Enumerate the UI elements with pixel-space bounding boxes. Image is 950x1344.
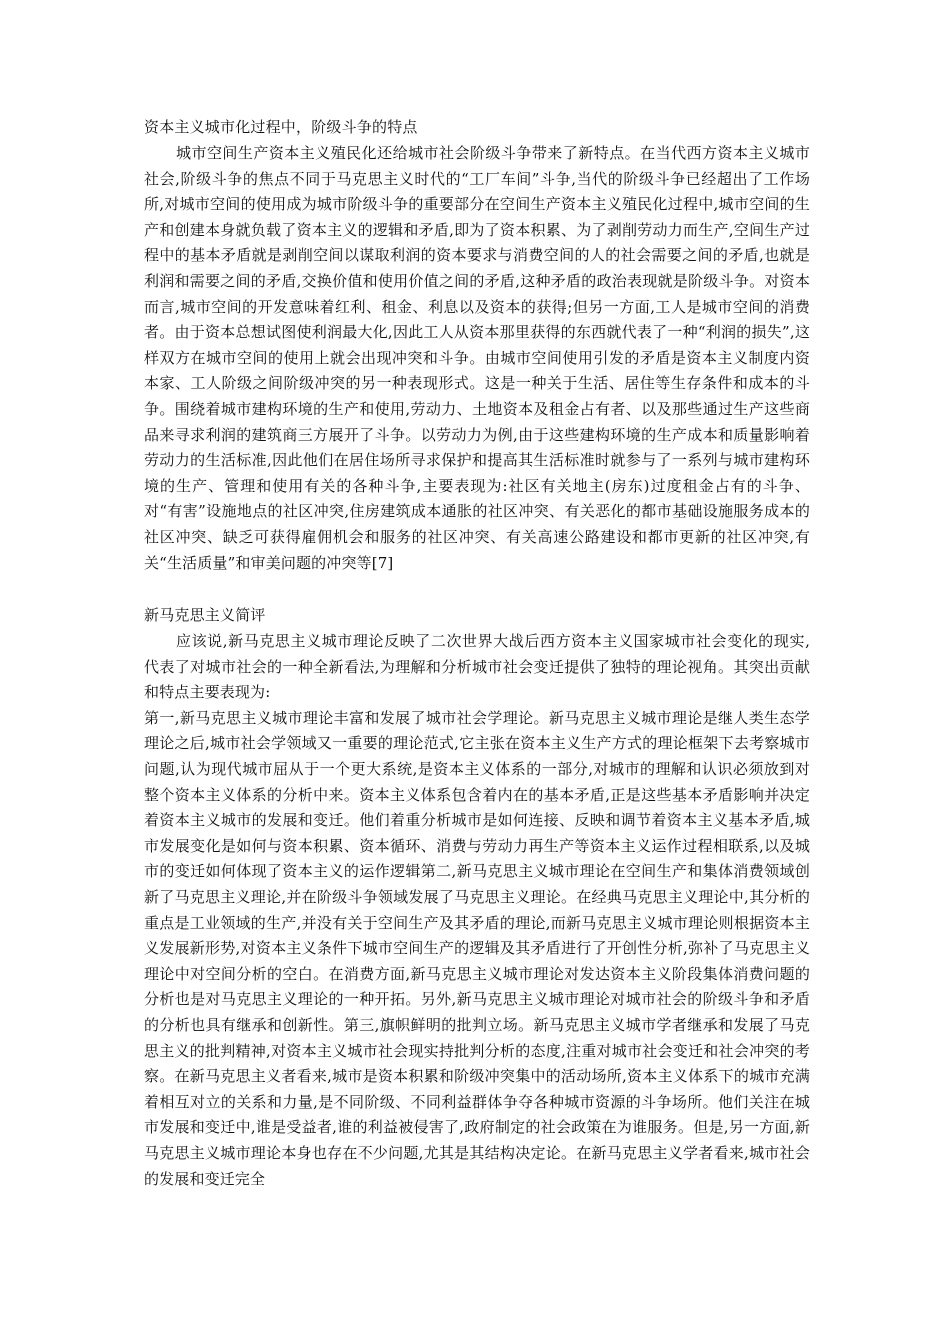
section-heading-class-struggle: 资本主义城市化过程中，阶级斗争的特点 (144, 118, 418, 136)
paragraph-neo-marxism-body: 第一,新马克思主义城市理论丰富和发展了城市社会学理论。新马克思主义城市理论是继人类生态学理论之后,城市社会学领域又一重要的理论范式,它主张在资本主义生产方式的理论框架下去考察城市问题,认为现代城市屈从于一个更大系统,是资本主义体系的一部分,对城市的理解和认识必须放到对整个资本主义体系的分析中来。资本主义体系包含着内在的基本矛盾,正是这些基本矛盾影响并决定着资本主义城市的发展和变迁。他们着重分析城市是如何连接、反映和调节着资本主义基本矛盾,城市发展变化是如何与资本积累、资本循环、消费与劳动力再生产等资本主义运作过程相联系,以及城市的变迁如何体现了资本主义的运作逻辑第二,新马克思主义城市理论在空间生产和集体消费领域创新了马克思主义理论,并在阶级斗争领域发展了马克思主义理论。在经典马克思主义理论中,其分析的重点是工业领域的生产,并没有关于空间生产及其矛盾的理论,而新马克思主义城市理论则根据资本主义发展新形势,对资本主义条件下城市空间生产的逻辑及其矛盾进行了开创性分析,弥补了马克思主义理论中对空间分析的空白。在消费方面,新马克思主义城市理论对发达资本主义阶段集体消费问题的分析也是对马克思主义理论的一种开拓。另外,新马克思主义城市理论对城市社会的阶级斗争和矛盾的分析也具有继承和创新性。第三,旗帜鲜明的批判立场。新马克思主义城市学者继承和发展了马克思主义的批判精神,对资本主义城市社会现实持批判分析的态度,注重对城市社会变迁和社会冲突的考察。在新马克思主义者看来,城市是资本积累和阶级冲突集中的活动场所,资本主义体系下的城市充满着相互对立的关系和力量,是不同阶级、不同利益群体争夺各种城市资源的斗争场所。他们关注在城市发展和变迁中,谁是受益者,谁的利益被侵害了,政府制定的社会政策在为谁服务。但是,另一方面,新马克思主义城市理论本身也存在不少问题,尤其是其结构决定论。在新马克思主义学者看来,城市社会的发展和变迁完全 (144, 708, 810, 1188)
section-spacer (144, 576, 810, 602)
section-heading-neo-marxism: 新马克思主义简评 (144, 606, 266, 625)
paragraph-class-struggle: 城市空间生产资本主义殖民化还给城市社会阶级斗争带来了新特点。在当代西方资本主义城市社会,阶级斗争的焦点不同于马克思主义时代的“工厂车间”斗争,当代的阶级斗争已经超出了工作场所,对城市空间的使用成为城市阶级斗争的重要部分在空间生产资本主义殖民化过程中,城市空间的生产和创建本身就负载了资本主义的逻辑和矛盾,即为了资本积累、为了剥削劳动力而生产,空间生产过程中的基本矛盾就是剥削空间以谋取利润的资本要求与消费空间的人的社会需要之间的矛盾,也就是利润和需要之间的矛盾,交换价值和使用价值之间的矛盾,这种矛盾的政治表现就是阶级斗争。对资本而言,城市空间的开发意味着红利、租金、利息以及资本的获得;但另一方面,工人是城市空间的消费者。由于资本总想试图使利润最大化,因此工人从资本那里获得的东西就代表了一种“利润的损失”,这样双方在城市空间的使用上就会出现冲突和斗争。由城市空间使用引发的矛盾是资本主义制度内资本家、工人阶级之间阶级冲突的另一种表现形式。这是一种关于生活、居住等生存条件和成本的斗争。围绕着城市建构环境的生产和使用,劳动力、土地资本及租金占有者、以及那些通过生产这些商品来寻求利润的建筑商三方展开了斗争。以劳动力为例,由于这些建构环境的生产成本和质量影响着劳动力的生活标准,因此他们在居住场所寻求保护和提高其生活标准时就参与了一系列与城市建构环境的生产、管理和使用有关的各种斗争,主要表现为:社区有关地主(房东)过度租金占有的斗争、对“有害”设施地点的社区冲突,住房建筑成本通胀的社区冲突、有关恶化的都市基础设施服务成本的社区冲突、缺乏可获得雇佣机会和服务的社区冲突、有关高速公路建设和都市更新的社区冲突,有关“生活质量”和审美问题的冲突等[7] (144, 144, 810, 572)
paragraph-neo-marxism-intro: 应该说,新马克思主义城市理论反映了二次世界大战后西方资本主义国家城市社会变化的现实, 代表了对城市社会的一种全新看法,为理解和分析城市社会变迁提供了独特的理论视角。其突出贡献和特点主要表现为: (144, 632, 810, 702)
